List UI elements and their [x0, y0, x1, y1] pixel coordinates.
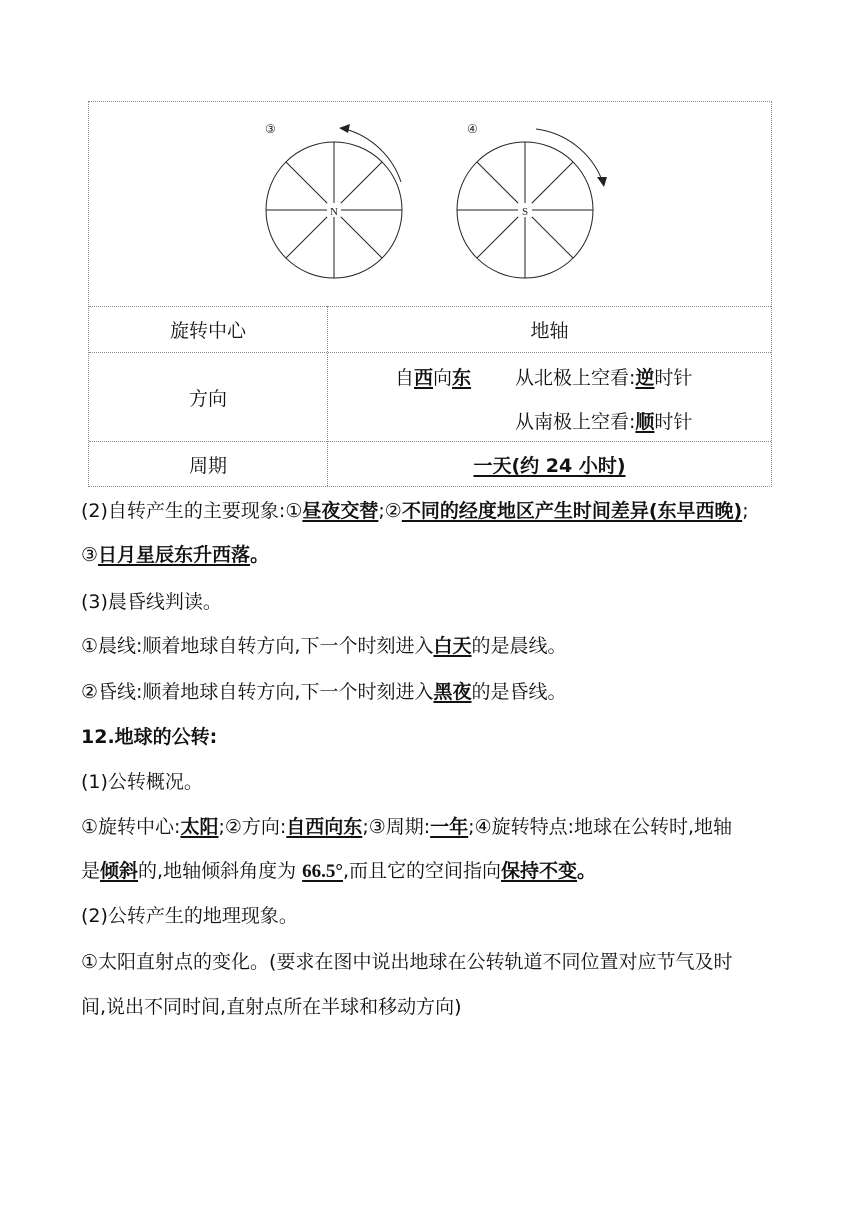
value-period: 一天(约 24 小时) — [473, 454, 626, 477]
section-heading-12: 12.地球的公转: — [81, 726, 218, 748]
text-line-3: (3)晨昏线判读。 — [81, 591, 222, 613]
l9-e: ,而且它的空间指向 — [342, 860, 502, 882]
south-view-key: 顺 — [635, 410, 655, 433]
l1-e: ; — [742, 500, 749, 522]
l5-a: ②昏线:顺着地球自转方向,下一个时刻进入 — [81, 681, 434, 703]
l1-b: 昼夜交替 — [302, 500, 379, 522]
south-view-suffix: 时针 — [654, 410, 693, 433]
direction-west: 西 — [414, 366, 434, 389]
north-view-key: 逆 — [635, 366, 655, 389]
rotation-table — [88, 101, 772, 487]
l8-b: 太阳 — [180, 816, 219, 838]
l1-d: 不同的经度地区产生时间差异(东早西晚) — [401, 500, 743, 522]
l8-c: ;②方向: — [218, 816, 287, 838]
value-south-view — [515, 406, 765, 434]
text-line-8 — [81, 815, 732, 839]
l8-g: ;④旋转特点:地球在公转时,地轴 — [468, 816, 733, 838]
clockwise-arrow-icon — [597, 177, 607, 187]
l9-c: 的,地轴倾斜角度为 — [138, 860, 303, 882]
l8-a: ①旋转中心: — [81, 816, 181, 838]
l9-g: 。 — [577, 860, 597, 882]
l1-c: ;② — [378, 500, 402, 522]
l8-e: ;③周期: — [362, 816, 431, 838]
text-line-2 — [81, 543, 269, 567]
l8-d: 自西向东 — [286, 816, 363, 838]
l5-b: 黑夜 — [433, 681, 472, 703]
l2-a: ③ — [81, 544, 99, 566]
l9-f: 保持不变 — [501, 860, 578, 882]
north-view-prefix: 从北极上空看: — [515, 366, 636, 389]
l1-a: (2)自转产生的主要现象:① — [81, 500, 303, 522]
south-view-prefix: 从南极上空看: — [515, 410, 636, 433]
label-left: ③ — [265, 122, 276, 136]
l2-b: 日月星辰东升西落 — [98, 544, 251, 566]
text-line-4 — [81, 634, 567, 658]
text-line-10: (2)公转产生的地理现象。 — [81, 905, 298, 927]
value-north-view — [515, 362, 765, 390]
value-rotation-center: 地轴 — [530, 320, 569, 342]
pole-label-south: S — [521, 206, 529, 218]
l8-f: 一年 — [430, 816, 469, 838]
value-direction — [395, 362, 485, 390]
l5-c: 的是昏线。 — [471, 681, 567, 703]
l4-b: 白天 — [433, 635, 472, 657]
header-rotation-center: 旋转中心 — [169, 320, 246, 342]
counterclockwise-arrow-icon — [339, 124, 350, 133]
l9-b: 倾斜 — [100, 860, 139, 882]
text-line-5 — [81, 680, 567, 704]
pole-label-north: N — [330, 206, 338, 218]
direction-from: 自 — [395, 366, 415, 389]
l2-c: 。 — [250, 544, 270, 566]
label-right: ④ — [467, 122, 478, 136]
text-line-9 — [81, 859, 596, 884]
text-line-12: 间,说出不同时间,直射点所在半球和移动方向) — [81, 996, 462, 1018]
header-period: 周期 — [188, 454, 227, 477]
l4-a: ①晨线:顺着地球自转方向,下一个时刻进入 — [81, 635, 434, 657]
rotation-figure — [89, 102, 771, 306]
header-direction: 方向 — [188, 387, 227, 410]
l9-d: 66.5° — [302, 861, 343, 882]
l9-a: 是 — [81, 860, 101, 882]
text-line-1 — [81, 499, 749, 523]
l4-c: 的是晨线。 — [471, 635, 567, 657]
direction-to: 向 — [433, 366, 453, 389]
text-line-11: ①太阳直射点的变化。(要求在图中说出地球在公转轨道不同位置对应节气及时 — [81, 951, 733, 973]
direction-east: 东 — [452, 366, 472, 389]
text-line-7: (1)公转概况。 — [81, 771, 203, 793]
north-view-suffix: 时针 — [654, 366, 693, 389]
